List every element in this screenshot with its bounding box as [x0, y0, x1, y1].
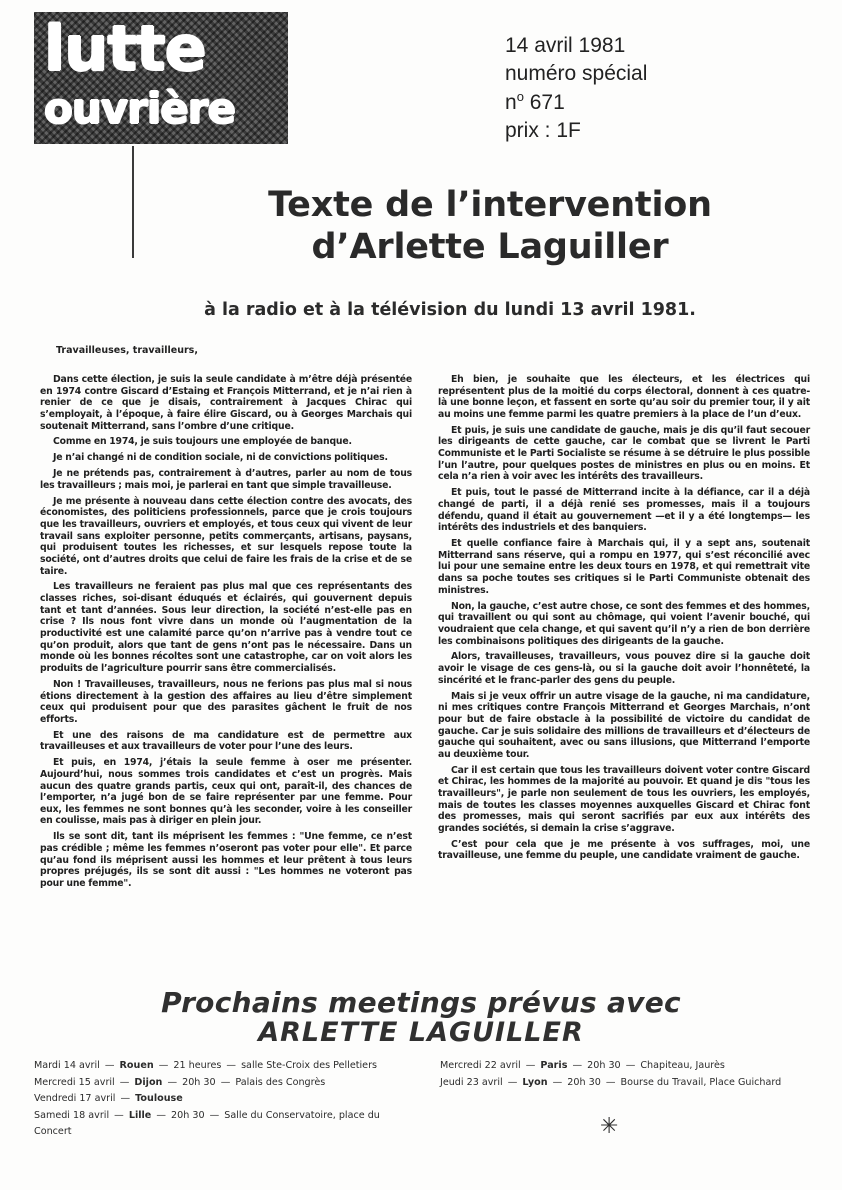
article-paragraph: Eh bien, je souhaite que les électeurs, et les électrices qui représentent plus de la moitié du corps électoral, donnent à ces quatre-là une bonne leçon, et fassent en sorte qu’au soir du premier tour, il y ait au moins une femme parmi les quatre premiers à la place de l’un d’eux. [438, 374, 810, 420]
meeting-row [34, 1075, 418, 1092]
article-paragraph: Mais si je veux offrir un autre visage de la gauche, ni ma candidature, ni mes critiques contre François Mitterrand et Georges Marchais, n’ont pour but de faire obstacle à la possibilité de victoire du candidat de gauche. Car je suis solidaire des millions de travailleurs et d’électeurs de gauche qui souhaitent, avec ou sans illusions, que Mitterrand l’emporte au deuxième tour. [438, 690, 810, 760]
page-title-line2: d’Arlette Laguiller [311, 227, 669, 267]
meeting-separator: — [622, 1060, 639, 1071]
article-paragraph: Non ! Travailleuses, travailleurs, nous ne ferions pas plus mal si nous étions directement à la gestion des affaires au lieu d’être simplement ceux qui produisent pour que des parasites gâchent le fruit de nos efforts. [40, 678, 412, 725]
meeting-time: 20h 30 [587, 1060, 621, 1071]
article-paragraph: Dans cette élection, je suis la seule candidate à m’être déjà présentée en 1974 contre Giscard d’Estaing et François Mitterrand, et je n’ai rien à renier de ce que je disais, contrairement à Jacques Chirac qui s’employait, à l’époque, à faire élire Giscard, ou à Georges Marchais qui soutenait Mitterrand, sans l’ombre d’une critique. [40, 374, 412, 432]
page-title [170, 184, 810, 268]
meeting-separator: — [504, 1076, 521, 1088]
meeting-separator: — [117, 1093, 134, 1104]
meeting-city: Lyon [522, 1076, 548, 1088]
logo-word-lutte: lutte [44, 12, 206, 85]
issue-info [505, 32, 647, 145]
meeting-date: Mercredi 22 avril [440, 1060, 521, 1071]
meeting-city: Dijon [134, 1076, 163, 1088]
masthead-logo [34, 12, 288, 144]
article-paragraph: C’est pour cela que je me présente à vos suffrages, moi, une travailleuse, une femme du peuple, une candidate vraiment de gauche. [438, 838, 810, 862]
meeting-city: Lille [128, 1109, 152, 1121]
article-paragraph: Je ne prétends pas, contrairement à d’autres, parler au nom de tous les travailleurs ; mais moi, je parlerai en tant que simple travailleuse. [40, 468, 412, 491]
page-subtitle: à la radio et à la télévision du lundi 13 avril 1981. [204, 300, 696, 320]
masthead-vertical-rule [132, 146, 134, 258]
article-paragraph: Les travailleurs ne feraient pas plus mal que ces représentants des classes riches, soi-disant éduqués et éclairés, qui gouvernent depuis tant et tant d’années. Sous leur direction, la société n’est-elle pas en crise ? Ils nous font vivre dans un monde où l’augmentation de la productivité est une calamité parce qu’on n’arrive pas à vendre tout ce qu’on produit, alors que tant de gens n’ont pas le nécessaire. Dans un monde où les bonnes récoltes sont une catastrophe, car on voit alors les produits de l’agriculture pourrir sans être commercialisés. [40, 581, 412, 675]
article-paragraph: Et puis, tout le passé de Mitterrand incite à la défiance, car il a déjà changé de parti, il a déjà renié ses promesses, mais il a toujours défendu, quand il était au gouvernement —et il y a été longtemps— les intérêts des industriels et des banquiers. [438, 487, 810, 534]
meeting-row [34, 1058, 418, 1075]
meetings-lists [34, 1058, 824, 1141]
article-paragraph: Je me présente à nouveau dans cette élection contre des avocats, des économistes, des politiciens professionnels, parce que je crois toujours que les travailleurs, ouvriers et employés, et tous ceux qui vivent de leur travail sans exploiter personne, petits commerçants, artisans, paysans, qui produisent toutes les richesses, et sur lesquels repose toute la société, ont d’autres droits que celui de faire les frais de la crise et de se taire. [40, 495, 412, 577]
article-salutation: Travailleuses, travailleurs, [56, 345, 198, 356]
article-paragraph: Ils se sont dit, tant ils méprisent les femmes : "Une femme, ce n’est pas crédible ; même les femmes n’oseront pas voter pour elle". Et parce qu’au fond ils méprisent aussi les hommes et leur prêtent à tous leurs propres préjugés, ils se sont dit aussi : "Les hommes ne voteront pas pour une femme". [40, 831, 412, 889]
article-paragraph: Non, la gauche, c’est autre chose, ce sont des femmes et des hommes, qui travaillent ou qui sont au chômage, qui voient l’avenir bouché, qui voudraient que cela change, et qui savent qu’il n’y a rien de bon derrière les combinaisons politiques des dirigeants de la gauche. [438, 600, 810, 647]
article-paragraph: Car il est certain que tous les travailleurs doivent voter contre Giscard et Chirac, les hommes de la majorité au pouvoir. Et quand je dis "tous les travailleurs", je parle non seulement de tous les ouvriers, les employés, mais de toutes les classes moyennes auxquelles Giscard et Chirac font des promesses, mais qui seront sacrifiés par eux aux intérêts des grandes sociétés, si demain la crise s’aggrave. [438, 764, 810, 834]
logo-plate [34, 12, 288, 144]
article-paragraph: Comme en 1974, je suis toujours une employée de banque. [53, 436, 352, 448]
meeting-time: 21 heures [173, 1060, 222, 1071]
issue-number-superscript: o [516, 88, 524, 104]
article-body [40, 374, 810, 894]
article-paragraph: Et une des raisons de ma candidature est de permettre aux travailleuses et aux travailleurs de voter pour l’une des leurs. [40, 729, 412, 753]
meeting-row [34, 1091, 418, 1108]
meeting-time: 20h 30 [182, 1076, 216, 1088]
meeting-separator: — [569, 1060, 586, 1071]
meeting-time: 20h 30 [567, 1076, 601, 1088]
meeting-row [440, 1058, 824, 1075]
meeting-date: Mardi 14 avril [34, 1060, 100, 1071]
article-column-left [40, 374, 412, 894]
end-asterisk-icon: ✳ [600, 1114, 619, 1139]
meeting-city: Toulouse [135, 1093, 183, 1104]
meeting-venue: Chapiteau, Jaurès [640, 1060, 725, 1071]
meeting-separator: — [602, 1076, 619, 1088]
meeting-city: Rouen [119, 1060, 154, 1071]
meetings-column-left [34, 1058, 418, 1141]
meeting-separator: — [217, 1076, 234, 1088]
article-paragraph: Et puis, je suis une candidate de gauche, mais je dis qu’il faut secouer les dirigeants de cette gauche, car le combat que se livrent le Parti Communiste et le Parti Socialiste se résume à se détruire le plus possible l’un l’autre, pour quelques postes de ministres en plus ou en moins. Et cela n’a rien à voir avec les intérêts des travailleurs. [438, 424, 810, 483]
meeting-date: Vendredi 17 avril [34, 1093, 116, 1104]
meeting-separator: — [153, 1109, 170, 1121]
meetings-column-right [440, 1058, 824, 1141]
logo-word-ouvriere: ouvrière [44, 84, 235, 133]
meeting-city: Paris [540, 1060, 568, 1071]
meeting-separator: — [155, 1060, 172, 1071]
meeting-separator: — [522, 1060, 539, 1071]
meetings-heading-line1: Prochains meetings prévus avec [161, 986, 681, 1019]
article-paragraph: Alors, travailleuses, travailleurs, vous pouvez dire si la gauche doit avoir le visage de ces gens-là, ou si la gauche doit avoir l’honnêteté, la sincérité et le franc-parler des gens du peuple. [438, 651, 810, 686]
meetings-heading [41, 988, 801, 1048]
meeting-separator: — [223, 1060, 240, 1071]
article-column-right [438, 374, 810, 894]
meeting-date: Samedi 18 avril [34, 1109, 110, 1121]
meeting-separator: — [111, 1109, 127, 1121]
issue-price: prix : 1F [505, 118, 581, 142]
meeting-venue: Palais des Congrès [235, 1076, 326, 1088]
issue-number-value: 671 [523, 90, 565, 114]
issue-number-prefix: n [505, 90, 517, 114]
meeting-separator: — [549, 1076, 566, 1088]
meeting-date: Jeudi 23 avril [440, 1076, 503, 1088]
article-paragraph: Et puis, en 1974, j’étais la seule femme à oser me présenter. Aujourd’hui, nous sommes trois candidates et c’est un progrès. Mais aucun des quatre grands partis, ceux qui ont, paraît-il, des chances de l’emporter, n’a jugé bon de se faire représenter par une femme. Pour eux, les femmes ne sont bonnes qu’à les seconder, voire à les conseiller en coulisse, mais pas à diriger en plein jour. [40, 757, 412, 827]
meetings-heading-line2: ARLETTE LAGUILLER [258, 1017, 584, 1049]
meeting-venue: Bourse du Travail, Place Guichard [620, 1076, 782, 1088]
meeting-venue: Salle du Conservatoire, place du Concert [34, 1109, 380, 1137]
issue-date: 14 avril 1981 [505, 34, 626, 57]
meeting-separator: — [164, 1076, 181, 1088]
article-paragraph: Et quelle confiance faire à Marchais qui, il y a sept ans, soutenait Mitterrand sans réserve, qui a rompu en 1977, qui s’est réconcilié avec lui pour une semaine entre les deux tours en 1978, et qui remettrait vite dans sa poche toutes ses critiques si le Parti Communiste obtenait des ministres. [438, 538, 810, 596]
article-paragraph: Je n’ai changé ni de condition sociale, ni de convictions politiques. [53, 452, 388, 464]
meeting-separator: — [116, 1076, 133, 1088]
meeting-separator: — [206, 1109, 223, 1121]
issue-number [505, 88, 647, 117]
meeting-row [440, 1075, 824, 1092]
meeting-venue: salle Ste-Croix des Pelletiers [241, 1060, 378, 1071]
meeting-date: Mercredi 15 avril [34, 1076, 115, 1088]
page-title-line1: Texte de l’intervention [268, 185, 712, 225]
meeting-row [34, 1108, 418, 1141]
meeting-separator: — [101, 1060, 118, 1071]
issue-kind: numéro spécial [505, 61, 648, 85]
meeting-time: 20h 30 [171, 1109, 205, 1121]
